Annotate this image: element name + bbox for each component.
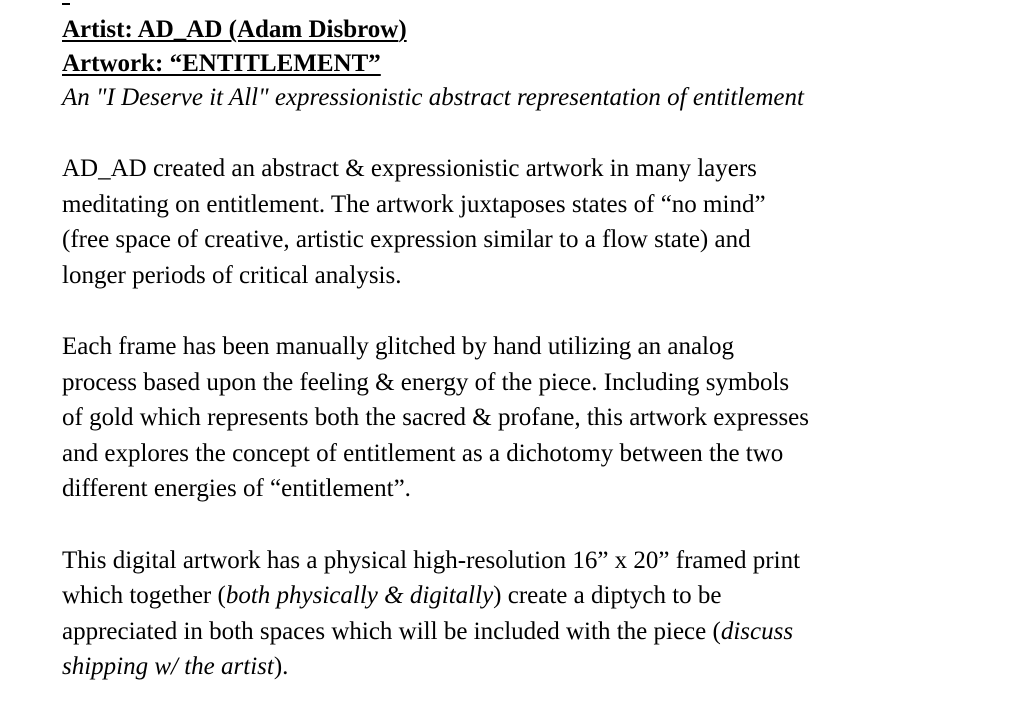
paragraph-line xyxy=(62,578,1002,614)
paragraph-line: Each frame has been manually glitched by hand utilizing an analog xyxy=(62,333,734,360)
text-run: ). xyxy=(273,653,289,680)
paragraph-line: meditating on entitlement. The artwork juxtaposes states of “no mind” xyxy=(62,190,766,218)
artist-close-paren: ) xyxy=(398,16,407,43)
emphasis-text: both physically & digitally xyxy=(225,582,494,609)
paragraph-line: different energies of “entitlement”. xyxy=(62,475,411,502)
text-run: ) create a diptych to be xyxy=(493,582,722,609)
artwork-heading xyxy=(62,47,1002,81)
emphasis-text: discuss xyxy=(720,617,794,645)
paragraph-line: of gold which represents both the sacred & profane, this artwork expresses xyxy=(62,404,809,431)
paragraph-line xyxy=(62,649,1002,685)
paragraph-line: and explores the concept of entitlement as a dichotomy between the two xyxy=(62,439,784,467)
emphasis-text: shipping w/ the artist xyxy=(62,653,274,680)
paragraph-line: process based upon the feeling & energy of the piece. Including symbols xyxy=(62,368,790,396)
paragraph-line: longer periods of critical analysis. xyxy=(62,261,402,289)
document-page xyxy=(62,0,1002,685)
text-run: appreciated in both spaces which will be included with the piece ( xyxy=(62,617,721,645)
paragraph-intro xyxy=(62,151,1002,293)
paragraph-line xyxy=(62,614,1002,650)
paragraph-line: This digital artwork has a physical high-resolution 16” x 20” framed print xyxy=(62,546,801,574)
artwork-subtitle: An "I Deserve it All" expressionistic abstract representation of entitlement xyxy=(62,84,804,111)
paragraph-line: AD_AD created an abstract & expressionistic artwork in many layers xyxy=(62,155,757,182)
paragraph-line: (free space of creative, artistic expression similar to a flow state) and xyxy=(62,226,751,253)
artwork-label: Artwork: “ENTITLEMENT” xyxy=(62,50,381,77)
text-run: which together ( xyxy=(62,582,226,609)
artist-heading xyxy=(62,13,1002,47)
paragraph-process xyxy=(62,329,1002,507)
artist-label: Artist: AD_AD (Adam Disbrow xyxy=(62,16,399,43)
paragraph-print xyxy=(62,543,1002,685)
